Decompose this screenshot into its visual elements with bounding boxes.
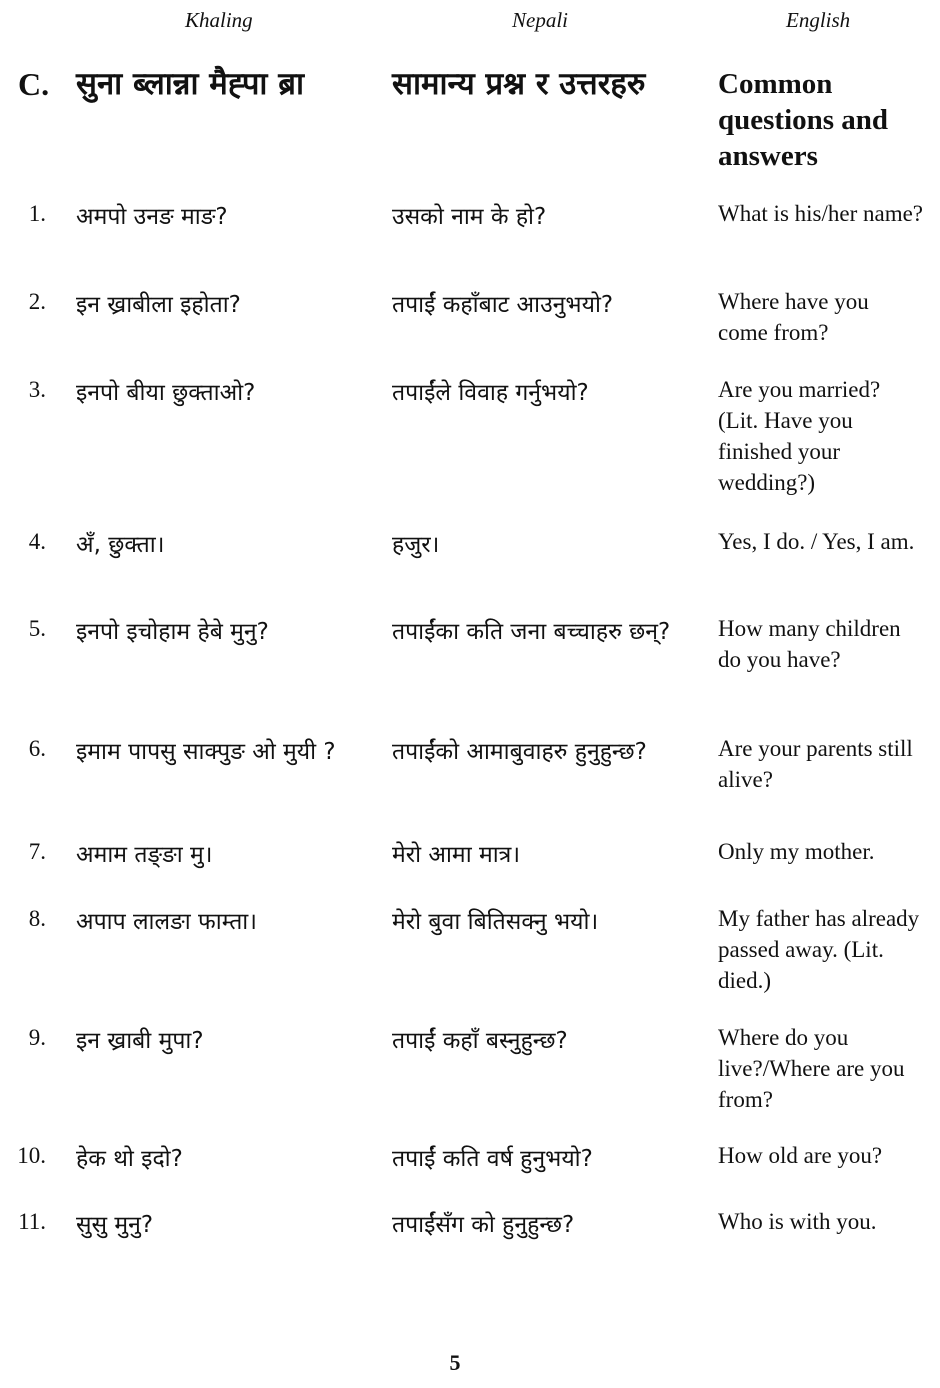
row-number: 3. — [28, 377, 46, 402]
section-letter: C. — [18, 66, 50, 102]
row-number: 10. — [17, 1143, 46, 1168]
row-number: 2. — [28, 289, 46, 314]
khaling-phrase: अपाप लालङा फाम्ता। — [76, 909, 257, 935]
english-phrase: Are you married? (Lit. Have you finished your wedding?) — [718, 377, 881, 495]
nepali-phrase: तपाईं कहाँबाट आउनुभयो? — [392, 292, 614, 318]
column-header-khaling: Khaling — [185, 8, 253, 32]
english-phrase: Where have you come from? — [718, 289, 869, 345]
row-number: 7. — [28, 839, 46, 864]
row-number: 1. — [28, 201, 46, 226]
english-phrase: Who is with you. — [718, 1209, 877, 1234]
english-phrase: Only my mother. — [718, 839, 875, 864]
khaling-phrase: इनपो इचोहाम हेबे मुनु? — [76, 619, 269, 645]
khaling-phrase: इमाम पापसु साक्पुङ ओ मुयी ? — [76, 739, 336, 765]
column-header-english: English — [786, 8, 851, 32]
english-phrase: How old are you? — [718, 1143, 883, 1168]
row-number: 5. — [28, 616, 46, 641]
english-phrase: Where do you live?/Where are you from? — [718, 1025, 905, 1112]
khaling-phrase: हेक थो इदो? — [76, 1146, 183, 1172]
nepali-phrase: मेरो बुवा बितिसक्नु भयो। — [392, 909, 599, 935]
column-header-nepali: Nepali — [512, 8, 568, 32]
khaling-phrase: अमपो उनङ माङ? — [76, 204, 228, 230]
english-phrase: Yes, I do. / Yes, I am. — [718, 529, 915, 554]
khaling-phrase: इनपो बीया छुक्ताओ? — [76, 380, 256, 406]
row-number: 9. — [28, 1025, 46, 1050]
khaling-phrase: इन ख्राबीला इहोता? — [76, 292, 241, 318]
nepali-phrase: तपाईं कति वर्ष हुनुभयो? — [392, 1146, 593, 1172]
row-number: 11. — [18, 1209, 46, 1234]
nepali-phrase: उसको नाम के हो? — [392, 204, 547, 230]
english-phrase: Are your parents still alive? — [718, 736, 913, 792]
row-number: 4. — [28, 529, 46, 554]
nepali-phrase: तपाईंले विवाह गर्नुभयो? — [392, 380, 589, 406]
nepali-phrase: हजुर। — [392, 532, 440, 558]
page-number: 5 — [449, 1350, 461, 1375]
english-phrase: My father has already passed away. (Lit. died.) — [718, 906, 920, 993]
row-number: 8. — [28, 906, 46, 931]
nepali-phrase: तपाईंको आमाबुवाहरु हुनुहुन्छ? — [392, 739, 647, 765]
nepali-phrase: तपाईंसँग को हुनुहुन्छ? — [392, 1212, 575, 1238]
section-title-nepali: सामान्य प्रश्न र उत्तरहरु — [392, 66, 646, 102]
nepali-phrase: तपाईं कहाँ बस्नुहुन्छ? — [392, 1028, 568, 1054]
section-title-english: Common questions and answers — [718, 68, 889, 172]
english-phrase: How many children do you have? — [718, 616, 901, 672]
english-phrase: What is his/her name? — [718, 201, 924, 226]
section-title-khaling: सुना ब्लान्ना मैह्पा ब्रा — [76, 66, 304, 102]
khaling-phrase: अँ, छुक्ता। — [76, 532, 165, 558]
row-number: 6. — [28, 736, 46, 761]
khaling-phrase: अमाम तङ्ङा मु। — [76, 842, 213, 868]
khaling-phrase: इन ख्राबी मुपा? — [76, 1028, 204, 1054]
nepali-phrase: तपाईंका कति जना बच्चाहरु छन्? — [392, 619, 671, 645]
khaling-phrase: सुसु मुनु? — [76, 1212, 154, 1238]
nepali-phrase: मेरो आमा मात्र। — [392, 842, 521, 868]
